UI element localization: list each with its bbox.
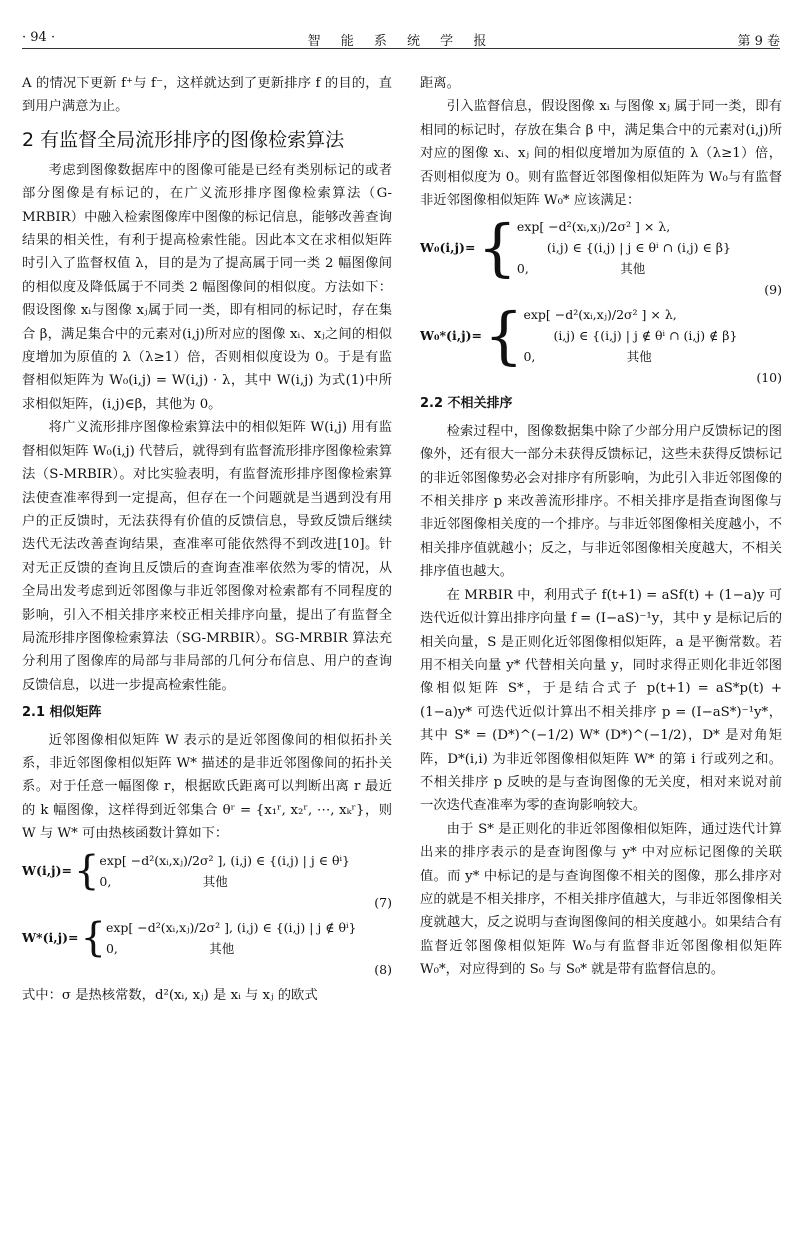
equation-7 [22, 847, 392, 913]
equation-lhs: W*(i,j)= [22, 930, 79, 946]
paragraph: 式中：σ 是热核常数，d²(xᵢ, xⱼ) 是 xᵢ 与 xⱼ 的欧式 [22, 987, 318, 1003]
volume-label: 第 9 卷 [737, 34, 780, 49]
brace-symbol: { [477, 210, 517, 284]
equation-cases [517, 216, 731, 279]
journal-name: 智 能 系 统 学 报 [307, 34, 495, 49]
equation-number: (7) [374, 894, 392, 910]
case-row: 0, 其他 [105, 940, 235, 956]
paragraph: 近邻图像相似矩阵 W 表示的是近邻图像间的相似拓扑关系，非近邻图像相似矩阵 W* 描述的是非近邻图像间的拓扑关系。对于任意一幅图像 r，根据欧氏距离可以判断出离 r 最近的 k 幅图像，这样得到近邻集合 θʳ = {x₁ʳ, x₂ʳ, ⋯, xₖʳ}，则 W 与 W* 可由热核函数计算如下： [22, 732, 392, 842]
paragraph: 距离。 [420, 76, 460, 91]
right-column [420, 72, 782, 982]
equation-number: (10) [756, 370, 782, 386]
section-heading: 2 有监督全局流形排序的图像检索算法 [22, 128, 345, 151]
paragraph: 引入监督信息，假设图像 xᵢ 与图像 xⱼ 属于同一类，即有相同的标记时，存放在集合 β 中，满足集合中的元素对(i,j)所对应的图像 xᵢ、xⱼ 间的相似度增加为原值的 λ（λ≥1）倍，否则相似度为 0。则有监督近邻图像相似矩阵为 W₀与有监督非近邻图像相似矩阵 W₀* 应该满足： [420, 99, 782, 209]
case-row: 0, 其他 [99, 873, 228, 889]
equation-9 [420, 210, 782, 300]
case-row: 0, 其他 [516, 261, 646, 277]
equation-lhs: W₀(i,j)= [420, 240, 476, 256]
equation-lhs: W(i,j)= [22, 863, 72, 879]
equation-lhs: W₀*(i,j)= [420, 328, 482, 344]
case-row: exp[ −d²(xᵢ,xⱼ)/2σ² ] × λ, [523, 307, 677, 323]
left-column [22, 72, 392, 1007]
case-row: 0, 其他 [523, 349, 652, 365]
paragraph: 在 MRBIR 中，利用式子 f(t+1) = aSf(t) + (1−a)y 可迭代近似计算出排序向量 f = (I−aS)⁻¹y，其中 y 是标记后的相关向量，S 是正则化近邻图像相似矩阵，a 是平衡常数。若用不相关向量 y* 代替相关向量 y，同时求得正则化非近邻图像相似矩阵 S*，于是结合式子 p(t+1) = aS*p(t) + (1−a)y* 可迭代近似计算出不相关排序 p = (I−aS*)⁻¹y*，其中 S* = (D*)^(−1/2) W* (D*)^(−1/2)，D* 是对角矩阵，D*(i,i) 为非近邻图像相似矩阵 W* 的第 i 行或列之和。不相关排序 p 反映的是与查询图像的无关度，相对来说对前一次迭代查准率为零的查询影响较大。 [420, 587, 782, 814]
equation-10 [420, 298, 782, 388]
subsection-heading: 2.1 相似矩阵 [22, 705, 102, 721]
case-row: (i,j) ∈ {(i,j) | j ∈ θⁱ ∩ (i,j) ∈ β} [546, 240, 731, 256]
equation-cases [523, 304, 737, 367]
paragraph: 考虑到图像数据库中的图像可能是已经有类别标记的或者部分图像是有标记的，在广义流形排序图像检索算法（G-MRBIR）中融入检索图像库中图像的标记信息，能够改善查询结果的相关性，有利于提高检索性能。因此本文在求相似矩阵时引入了监督权值 λ，目的是为了提高属于同一类 2 幅图像间的相似度及降低属于不同类 2 幅图像间的相似度。方法如下：假设图像 xᵢ与图像 xⱼ属于同一类，即有相同的标记时，存在集合 β，满足集合中的元素对(i,j)所对应的图像 xᵢ、xⱼ之间的相似度增加为原值的 λ（λ≥1）倍，否则相似度设为 0。于是有监督相似矩阵为 W₀(i,j) = W(i,j) · λ，其中 W(i,j) 为式(1)中所求相似矩阵，(i,j)∈β，其他为 0。 [22, 162, 392, 412]
brace-symbol: { [80, 914, 106, 961]
paragraph: A 的情况下更新 f⁺与 f⁻，这样就达到了更新排序 f 的目的，直到用户满意为止。 [22, 76, 392, 115]
subsection-heading: 2.2 不相关排序 [420, 396, 513, 412]
case-row: exp[ −d²(xᵢ,xⱼ)/2σ² ] × λ, [516, 219, 671, 235]
paragraph: 由于 S* 是正则化的非近邻图像相似矩阵，通过迭代计算出来的排序表示的是查询图像与 y* 中对应标记图像的关联值。而 y* 中标记的是与查询图像不相关的图像，那么排序对应的就是不相关排序，不相关排序值越大，与非近邻图像相关度就越大，反之说明与查询图像间的相关度越小。如果结合有监督近邻图像相似矩阵 W₀与有监督非近邻图像相似矩阵 W₀*，对应得到的 S₀ 与 S₀* 就是带有监督信息的。 [420, 821, 782, 978]
equation-cases [106, 917, 357, 959]
equation-cases [99, 850, 350, 892]
page-number: · 94 · [22, 30, 56, 45]
equation-number: (8) [374, 961, 392, 977]
brace-symbol: { [73, 847, 100, 894]
paragraph: 检索过程中，图像数据集中除了少部分用户反馈标记的图像外，还有很大一部分未获得反馈标记，这些未获得反馈标记的非近邻图像势必会对排序有所影响，为此引入非近邻图像的不相关排序 p 来改善流形排序。不相关排序是指查询图像与非近邻图像相关度的一个排序。与非近邻图像相关度越小，不相关排序值就越小；反之，与非近邻图像相关度越大，不相关排序值也越大。 [420, 423, 782, 580]
equation-number: (9) [764, 282, 782, 298]
case-row: exp[ −d²(xᵢ,xⱼ)/2σ² ], (i,j) ∈ {(i,j) | j ∈ θⁱ} [99, 852, 350, 868]
equation-8 [22, 914, 392, 980]
paragraph: 将广义流形排序图像检索算法中的相似矩阵 W(i,j) 用有监督相似矩阵 W₀(i,j) 代替后，就得到有监督流形排序图像检索算法（S-MRBIR）。对比实验表明，有监督流形排序图像检索算法使查准率得到一定提高，但存在一个问题就是当遇到没有用户的正反馈时，无法获得有价值的反馈信息，导致反馈后继续迭代无法改善查询结果，查准率可能依然得不到改进[10]。针对无正反馈的查询且反馈后的查询查准率依然为零的情况，从全局出发考虑到近邻图像与非近邻图像对检索都有不同程度的影响，引入不相关排序来校正相关排序向量，提出了有监督全局流形排序图像检索算法（SG-MRBIR）。SG-MRBIR 算法充分利用了图像库的局部与非局部的几何分布信息、用户的查询反馈信息，以进一步提高检索性能。 [22, 420, 392, 693]
brace-symbol: { [483, 298, 524, 372]
running-header [22, 30, 780, 49]
case-row: (i,j) ∈ {(i,j) | j ∉ θⁱ ∩ (i,j) ∉ β} [553, 328, 738, 344]
case-row: exp[ −d²(xᵢ,xⱼ)/2σ² ], (i,j) ∈ {(i,j) | j ∉ θⁱ} [105, 919, 357, 935]
